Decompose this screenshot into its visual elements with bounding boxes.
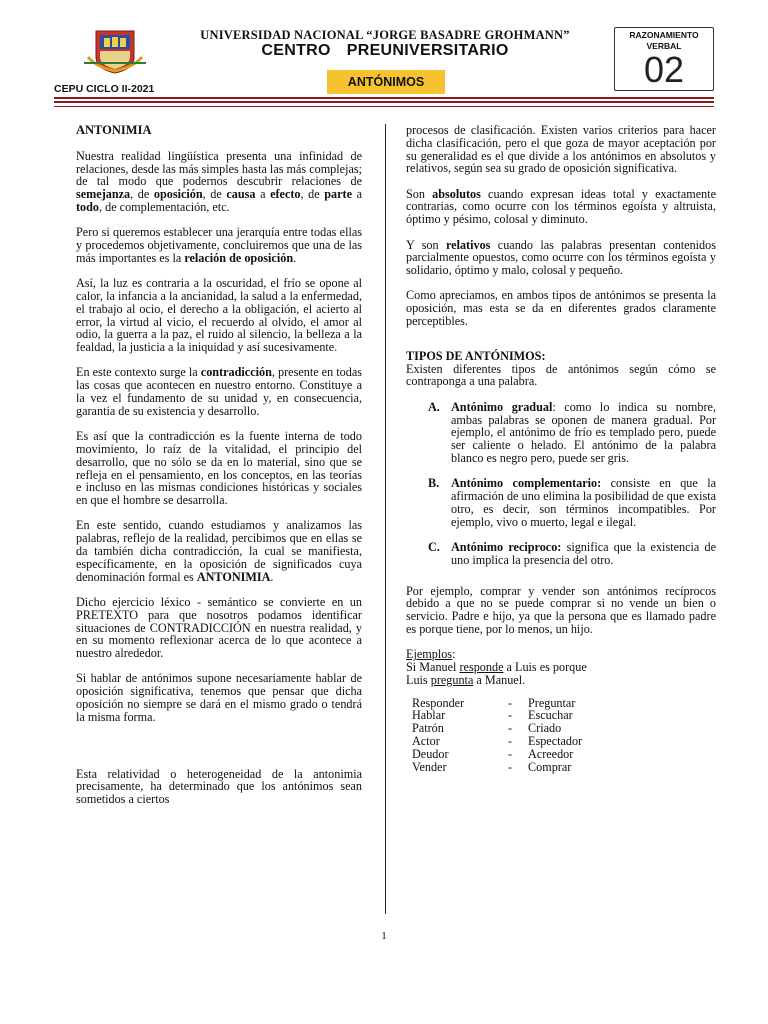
paragraph-8: Si hablar de antónimos supone necesariamente hablar de oposición significativa, tenemos que pensar que dicha oposición no siempre se dará en el mismo grado o tendrá la misma forma.	[76, 671, 362, 724]
examples-title: Ejemplos:	[406, 647, 456, 662]
type-c-text: Antónimo reciproco: significa que la existencia de uno implica la presencia del otro.	[451, 539, 716, 567]
left-column	[76, 124, 362, 818]
section-title-antonimia: ANTONIMIA	[76, 123, 152, 137]
type-c-letter: C.	[428, 539, 440, 554]
type-b-letter: B.	[428, 476, 440, 491]
center-name-2: PREUNIVERSITARIO	[346, 42, 509, 59]
header-rule-2	[54, 101, 714, 103]
paragraph-2: Pero si queremos establecer una jerarquía entre todas ellas y procedemos objetivamente, concluiremos que una de las más importantes es la relación de oposición.	[76, 225, 362, 265]
paragraph-1: Nuestra realidad lingüística presenta una infinidad de relaciones, desde las más simples hasta las más complejas; de tal modo que podernos descubrir relaciones de semejanza, de oposición, de causa a efecto, de parte a todo, de complementación, etc.	[76, 148, 362, 214]
table-row: Vender - Comprar	[412, 759, 572, 774]
right-column	[406, 124, 716, 773]
unit-number: 02	[643, 49, 685, 90]
cycle-label: CEPU CICLO II-2021	[54, 83, 155, 95]
course-number-box	[614, 27, 714, 91]
table-row: Responder - Preguntar	[412, 695, 576, 710]
type-c	[406, 541, 716, 567]
header-rule-1	[54, 97, 714, 99]
table-row: Deudor - Acreedor	[412, 746, 574, 761]
example-line-1: Si Manuel responde a Luis es porque	[406, 660, 587, 674]
paragraph-r1: procesos de clasificación. Existen varios criterios para hacer dicha clasificación, pero el que goza de mayor aceptación por su generalidad es el que divide a los antónimos en absolutos y relativos, según sea su grado de oposición significativa.	[406, 123, 716, 176]
paragraph-r4: Como apreciamos, en ambos tipos de antónimos se presenta la oposición, mas esta se da en diferentes grados claramente perceptibles.	[406, 288, 716, 329]
university-seal-logo	[82, 27, 148, 75]
examples-block	[406, 648, 716, 686]
paragraph-3: Así, la luz es contraria a la oscuridad, el frío se opone al calor, la infancia a la ancianidad, la salud a la enfermedad, el trabajo al ocio, el derecho a la obligación, el acierto al error, la virtud al vicio, el recuerdo al olvido, el amor al odio, la guerra a la paz, el ruido al silencio, la belleza a la fealdad, la justicia a la iniquidad y así sucesivamente.	[76, 276, 362, 355]
type-b	[406, 477, 716, 528]
center-name	[160, 42, 610, 60]
paragraph-4: En este contexto surge la contradicción, presente en todas las cosas que acontecen en nuestro entorno. Constituye a la vez el fundamento de su unidad y, en consecuencia, garantía de su existencia y desarrollo.	[76, 365, 362, 418]
university-name: UNIVERSIDAD NACIONAL “JORGE BASADRE GROHMANN”	[200, 28, 570, 42]
types-title: TIPOS DE ANTÓNIMOS:	[406, 348, 546, 363]
paragraph-7: Dicho ejercicio léxico - semántico se convierte en un PRETEXTO para que nosotros podamos identificar situaciones de CONTRADICCIÓN en nuestra realidad, y en su momento reflexionar acerca de lo que acontece a nuestro alrededor.	[76, 594, 362, 661]
header-rule-3	[54, 106, 714, 107]
table-row: Actor - Espectador	[412, 733, 583, 748]
type-b-text: Antónimo complementario: consiste en que la afirmación de uno elimina la posibilidad de que exista otro, es decir, son términos incompatibles. Por ejemplo, vivo o muerto, legal e ilegal.	[451, 476, 716, 529]
paragraph-9: Esta relatividad o heterogeneidad de la antonimia precisamente, ha determinado que los antónimos sean sometidos a ciertos	[76, 766, 362, 807]
paragraph-6: En este sentido, cuando estudiamos y analizamos las palabras, reflejo de la realidad, percibimos que en ellas se da también dicha contradicción, la cual se manifiesta, específicamente, en la oposición de significados cuya denominación formal es ANTONIMIA.	[76, 518, 362, 584]
paragraph-r5: Por ejemplo, comprar y vender son antónimos recíprocos debido a que no se puede comprar si no vende un bien o servicio. Padre e hijo, ya que la persona que es llamado padre es porque tiene, por lo menos, un hijo.	[406, 583, 716, 636]
paragraph-absolutos: Son absolutos cuando expresan ideas total y exactamente contrarias, como ocurre con los términos egoísta y altruista, óptimo y pésimo, colosal y diminuto.	[406, 186, 717, 227]
paragraph-relativos: Y son relativos cuando las palabras presentan contenidos parcialmente opuestos, como ocurre con los términos egoísta y solidario, óptimo y malo, colosal y pequeño.	[406, 237, 716, 278]
table-row: Hablar - Escuchar	[412, 708, 573, 723]
paragraph-5: Es así que la contradicción es la fuente interna de todo movimiento, lo raíz de la vitalidad, el principio del desarrollo, que no sólo se da en lo material, sino que se refleja en el pensamiento, en los conceptos, en las teorías e incluso en las mismas condiciones históricas y sociales en que el hombre se desarrolla.	[76, 429, 362, 508]
topic-badge: ANTÓNIMOS	[327, 70, 445, 94]
type-a	[406, 401, 716, 465]
types-intro: Existen diferentes tipos de antónimos según cómo se contraponga a una palabra.	[406, 361, 716, 389]
course-label-line1: RAZONAMIENTO	[629, 30, 699, 40]
type-a-letter: A.	[428, 399, 440, 414]
center-name-1: CENTRO	[261, 42, 331, 59]
course-label-line2: VERBAL	[646, 41, 682, 51]
column-divider	[385, 124, 386, 914]
table-row: Patrón - Criado	[412, 721, 562, 736]
antonym-pairs-table	[412, 697, 582, 774]
type-a-text: Antónimo gradual: como lo indica su nombre, ambas palabras se oponen de manera gradual. Por ejemplo, el antónimo de frío es templado pero, puede ser caliente o helado. El antónimo de la palabra blanco es negro pero, puede ser gris.	[451, 399, 716, 465]
page-number: 1	[381, 930, 387, 942]
example-line-2: Luis pregunta a Manuel.	[406, 672, 526, 687]
